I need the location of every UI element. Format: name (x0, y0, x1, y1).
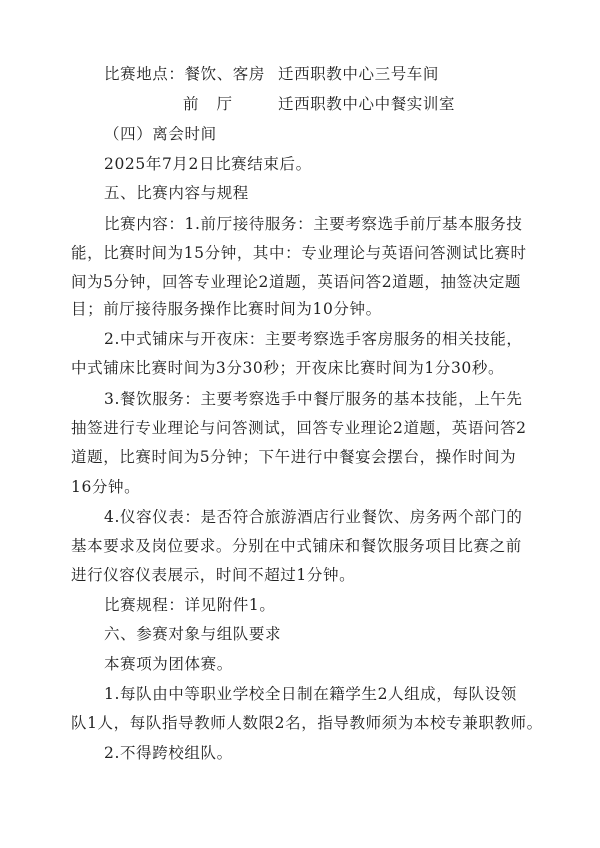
section-4-text: 2025年7月2日比赛结束后。 (104, 155, 312, 173)
venue-label: 比赛地点：餐饮、客房 (104, 65, 266, 83)
content-p4-line2: 基本要求及岗位要求。分别在中式铺床和餐饮服务项目比赛之前 (71, 537, 522, 555)
section-5-heading: 五、比赛内容与规程 (104, 184, 249, 202)
section-4-heading: （四）离会时间 (104, 125, 217, 143)
content-p4-line3: 进行仪容仪表展示，时间不超过1分钟。 (71, 566, 356, 584)
team-intro: 本赛项为团体赛。 (104, 655, 233, 673)
content-p4-line1: 4.仪容仪表：是否符合旅游酒店行业餐饮、房务两个部门的 (104, 508, 523, 526)
content-p3-line3: 道题，比赛时间为5分钟；下午进行中餐宴会摆台，操作时间为 (71, 448, 517, 466)
team-p2: 2.不得跨校组队。 (104, 744, 233, 762)
content-p2-line1: 2.中式铺床与开夜床：主要考察选手客房服务的相关技能， (104, 330, 523, 348)
content-p2-line2: 中式铺床比赛时间为3分30秒；开夜床比赛时间为1分30秒。 (71, 359, 505, 377)
section-6-heading: 六、参赛对象与组队要求 (104, 625, 282, 643)
content-p3-line2: 抽签进行专业理论与问答测试，回答专业理论2道题，英语问答2 (71, 419, 527, 437)
venue-front-hall-label: 前厅 (183, 95, 251, 113)
content-rules: 比赛规程：详见附件1。 (104, 596, 276, 614)
team-p1-line2: 队1人，每队指导教师人数限2名，指导教师须为本校专兼职教师。 (71, 714, 543, 732)
team-p1-line1: 1.每队由中等职业学校全日制在籍学生2人组成，每队设领 (104, 685, 517, 703)
content-p1-line2: 能，比赛时间为15分钟，其中：专业理论与英语问答测试比赛时 (71, 244, 527, 262)
content-p3-line4: 16分钟。 (71, 478, 141, 496)
content-p1-line4: 目；前厅接待服务操作比赛时间为10分钟。 (71, 300, 382, 318)
content-p1-line1: 比赛内容：1.前厅接待服务：主要考察选手前厅基本服务技 (104, 215, 523, 233)
content-p3-line1: 3.餐饮服务：主要考察选手中餐厅服务的基本技能，上午先 (104, 390, 523, 408)
venue-catering-location: 迁西职教中心三号车间 (278, 65, 440, 83)
venue-front-hall-location: 迁西职教中心中餐实训室 (278, 95, 456, 113)
content-p1-line3: 间为5分钟，回答专业理论2道题，英语问答2道题，抽签决定题 (71, 273, 521, 291)
